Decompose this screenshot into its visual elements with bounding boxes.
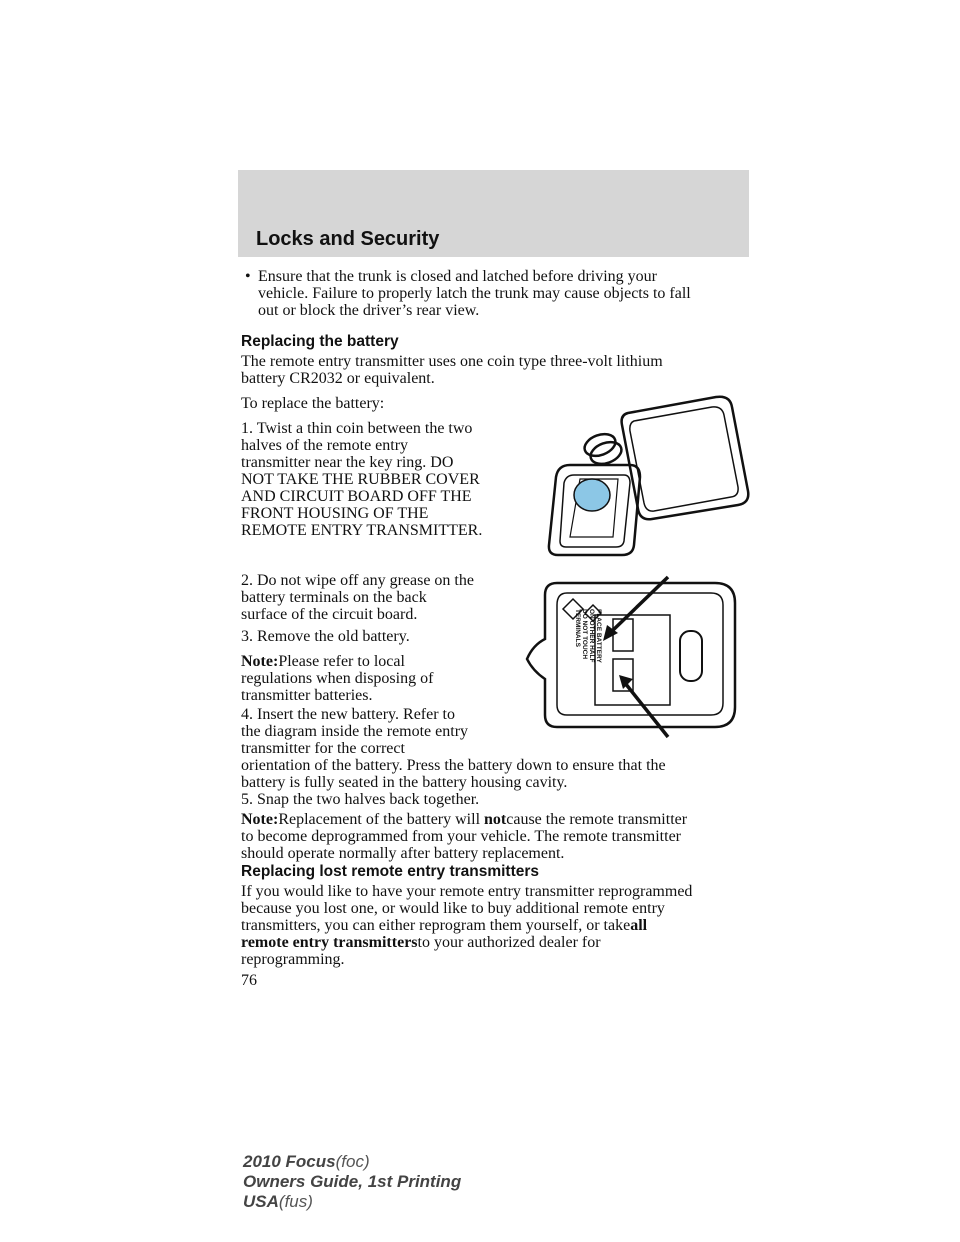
footer-market: USA <box>243 1192 279 1211</box>
battery-housing-illustration <box>515 575 740 745</box>
step-5: 5. Snap the two halves back together. <box>241 791 480 808</box>
note-2-pre: Replacement of the battery will <box>278 811 485 828</box>
note-1-text: Please refer to local regulations when disposing of transmitter batteries. <box>241 653 434 704</box>
note-2-post: cause the remote transmitter <box>506 811 688 828</box>
lost-text-4 <box>241 934 601 951</box>
bullet-text: Ensure that the trunk is closed and latched before driving your vehicle. Failure to properly latch the trunk may cause objects to fall out or block the driver’s rear view. <box>258 268 691 319</box>
lost-text-4-post: to your authorized dealer for <box>417 934 601 951</box>
battery-label-line-1: PLACE BATTERY <box>595 609 602 663</box>
coin-battery <box>574 479 610 511</box>
battery-label-line-3: DO NOT TOUCH <box>581 609 588 660</box>
step-4b: orientation of the battery. Press the battery down to ensure that the battery is fully seated in the battery housing cavity. <box>241 757 666 791</box>
section-title: Locks and Security <box>256 228 440 250</box>
bullet-symbol: • <box>245 268 251 285</box>
note-2-label: Note: <box>241 811 279 828</box>
slot-opening <box>680 631 702 681</box>
footer-model: 2010 Focus <box>243 1152 336 1171</box>
lost-text-1: If you would like to have your remote entry transmitter reprogrammed because you lost one, or would like to buy additional remote entry <box>241 883 693 917</box>
footer-model-code: (foc) <box>335 1152 370 1171</box>
battery-label <box>574 609 602 663</box>
note-2-rest: to become deprogrammed from your vehicle. The remote transmitter should operate normally after battery replacement. <box>241 828 681 862</box>
step-4a: 4. Insert the new battery. Refer to the diagram inside the remote entry transmitter for the correct <box>241 706 469 757</box>
battery-intro: The remote entry transmitter uses one coin type three-volt lithium battery CR2032 or equivalent. <box>241 353 663 387</box>
step-3: 3. Remove the old battery. <box>241 628 410 645</box>
battery-label-line-4: TERMINALS <box>574 609 581 647</box>
footer-market-code: (fus) <box>278 1192 313 1211</box>
keyfob-open-illustration <box>540 395 750 565</box>
to-replace-text: To replace the battery: <box>241 395 385 412</box>
lost-text-4-bold: remote entry transmitters <box>241 934 418 951</box>
note-1 <box>241 653 433 704</box>
lost-text-3-pre: transmitters, you can either reprogram them yourself, or take <box>241 917 631 934</box>
battery-label-line-2: ON OTHER HALF <box>588 609 595 663</box>
page-number: 76 <box>241 972 257 989</box>
note-2-line1 <box>241 811 687 828</box>
step-1: 1. Twist a thin coin between the two halves of the remote entry transmitter near the key ring. DO NOT TAKE THE RUBBER COVER AND CIRCUIT BOARD OFF THE FRONT HOUSING OF THE REMOTE ENTRY TRANSMITTER. <box>241 420 483 539</box>
lost-text-5: reprogramming. <box>241 951 345 968</box>
step-2: 2. Do not wipe off any grease on the battery terminals on the back surface of the circuit board. <box>241 572 474 623</box>
lost-text-3 <box>241 917 647 934</box>
footer-printing: Owners Guide, 1st Printing <box>243 1172 462 1191</box>
arrow-top-line <box>610 577 668 633</box>
heading-replacing-lost: Replacing lost remote entry transmitters <box>241 863 540 880</box>
fob-back-half <box>622 397 749 520</box>
note-2-bold: not <box>484 811 507 828</box>
arrow-bottom-line <box>625 683 668 737</box>
footer <box>243 1152 461 1212</box>
note-1-label: Note: <box>241 653 279 670</box>
lost-text-3-bold: all <box>630 917 648 934</box>
heading-replacing-battery: Replacing the battery <box>241 333 399 350</box>
